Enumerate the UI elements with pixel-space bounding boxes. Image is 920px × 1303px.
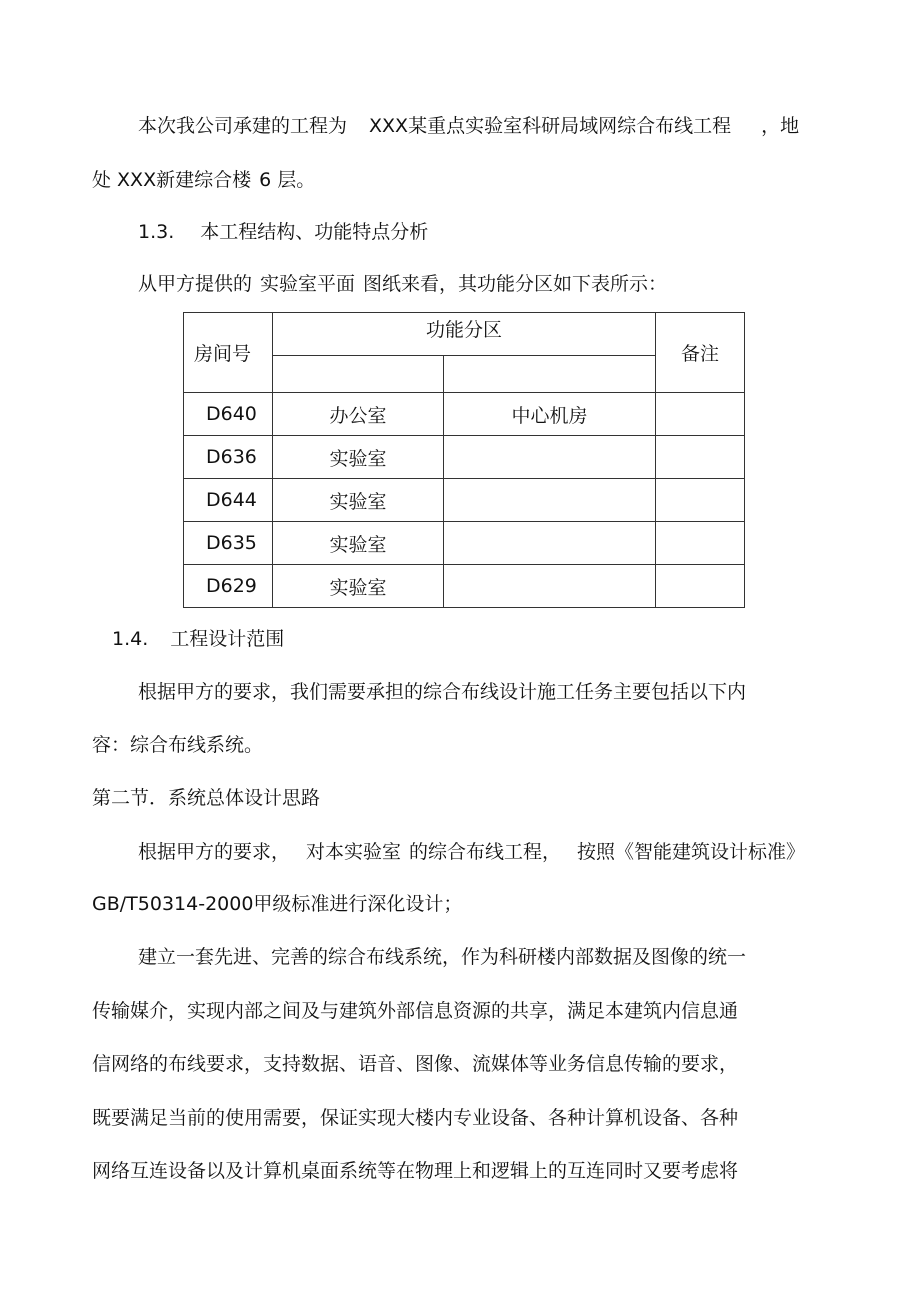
room-cell: D640 (184, 393, 273, 436)
table-header-row (184, 313, 745, 356)
zone1-cell: 实验室 (273, 436, 444, 479)
table-intro-text: 图纸来看，其功能分区如下表所示： (363, 273, 668, 295)
standard-name: 按照《智能建筑设计标准》 (577, 841, 806, 863)
zone1-cell: 实验室 (273, 565, 444, 608)
design-text: 的综合布线工程， (409, 841, 562, 863)
floor-text: 6 层。 (259, 169, 316, 191)
section-1-3-heading (138, 218, 428, 246)
note-cell (656, 522, 745, 565)
table-intro-text: 从甲方提供的 (138, 273, 253, 295)
section-title: 工程设计范围 (170, 628, 285, 650)
zone2-cell (444, 565, 656, 608)
note-cell (656, 436, 745, 479)
project-name: XXX某重点实验室科研局域网综合布线工程 (369, 115, 732, 137)
room-cell: D629 (184, 565, 273, 608)
table-row (184, 565, 745, 608)
design-text: 根据甲方的要求， (138, 841, 291, 863)
room-cell: D636 (184, 436, 273, 479)
zone2-cell (444, 436, 656, 479)
intro-text: 本次我公司承建的工程为 (138, 115, 348, 137)
section-2-heading: 第二节．系统总体设计思路 (92, 787, 321, 809)
table-intro (138, 270, 667, 298)
table-row (184, 436, 745, 479)
zone2-cell (444, 522, 656, 565)
room-cell: D644 (184, 479, 273, 522)
body-line-2: 传输媒介，实现内部之间及与建筑外部信息资源的共享，满足本建筑内信息通 (92, 1000, 739, 1022)
section-number: 1.4. (112, 628, 149, 650)
table-row (184, 479, 745, 522)
table-row (184, 522, 745, 565)
subheader-cell (273, 356, 444, 393)
note-cell (656, 479, 745, 522)
zone1-cell: 实验室 (273, 522, 444, 565)
zone2-cell (444, 479, 656, 522)
subheader-cell (444, 356, 656, 393)
section-1-4-heading (112, 625, 284, 653)
header-function: 功能分区 (273, 313, 656, 356)
note-cell (656, 393, 745, 436)
design-text: 对本实验室 (306, 841, 402, 863)
scope-line-2: 容：综合布线系统。 (92, 734, 264, 756)
header-note: 备注 (656, 313, 745, 393)
zone1-cell: 办公室 (273, 393, 444, 436)
body-line-1: 建立一套先进、完善的综合布线系统，作为科研楼内部数据及图像的统一 (138, 946, 747, 968)
table-intro-text: 实验室平面 (260, 273, 356, 295)
room-cell: D635 (184, 522, 273, 565)
intro-line-1 (138, 112, 799, 140)
body-line-4: 既要满足当前的使用需要，保证实现大楼内专业设备、各种计算机设备、各种 (92, 1107, 739, 1129)
scope-line-1: 根据甲方的要求，我们需要承担的综合布线设计施工任务主要包括以下内 (138, 681, 747, 703)
note-cell (656, 565, 745, 608)
zone2-cell: 中心机房 (444, 393, 656, 436)
design-line-1 (138, 838, 805, 866)
table-row (184, 393, 745, 436)
intro-line-2 (92, 166, 315, 194)
function-zone-table (183, 312, 745, 608)
header-room: 房间号 (184, 313, 273, 393)
design-line-2: GB/T50314-2000甲级标准进行深化设计； (92, 893, 463, 915)
section-number: 1.3. (138, 221, 175, 243)
body-line-3: 信网络的布线要求，支持数据、语音、图像、流媒体等业务信息传输的要求， (92, 1053, 739, 1075)
zone1-cell: 实验室 (273, 479, 444, 522)
section-title: 本工程结构、功能特点分析 (200, 221, 429, 243)
body-line-5: 网络互连设备以及计算机桌面系统等在物理上和逻辑上的互连同时又要考虑将 (92, 1160, 739, 1182)
location-text: 处 XXX新建综合楼 (92, 169, 252, 191)
intro-text-end: ，地 (761, 115, 800, 137)
